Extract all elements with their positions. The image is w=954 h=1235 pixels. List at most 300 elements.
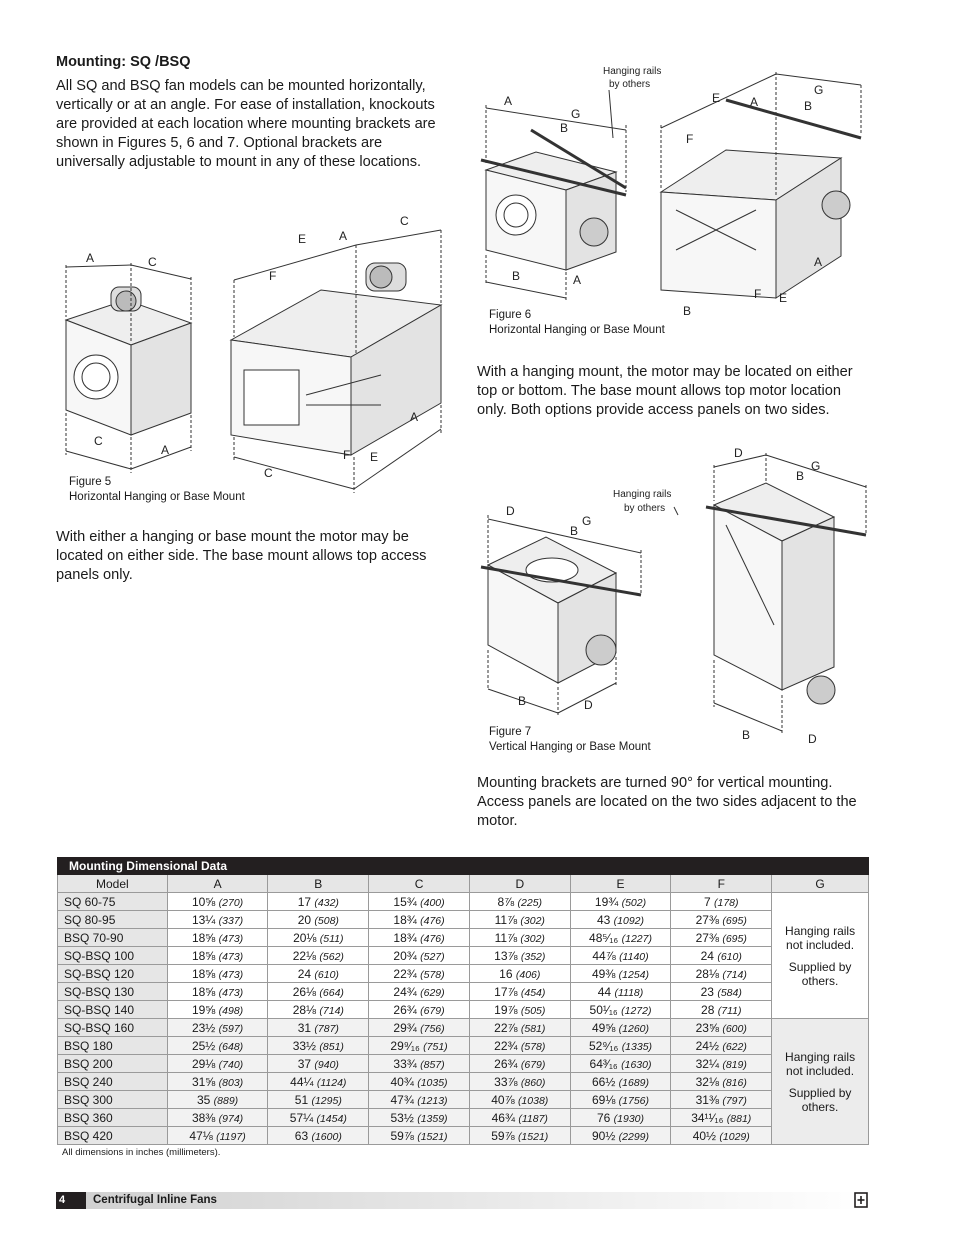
dim-millimeters: (432) bbox=[314, 896, 339, 909]
mounting-dimensions-table bbox=[57, 857, 869, 1145]
column-header: E bbox=[570, 875, 671, 893]
dim-a-cell bbox=[167, 983, 268, 1001]
dim-b-cell bbox=[268, 893, 369, 911]
dim-inches: 35 bbox=[196, 1092, 211, 1107]
table-row bbox=[58, 1127, 869, 1145]
dim-c-cell bbox=[369, 929, 470, 947]
dim-inches: 28⅛ bbox=[292, 1002, 317, 1017]
table-row bbox=[58, 1073, 869, 1091]
fig6-dim-b-top2: B bbox=[804, 99, 813, 113]
dim-millimeters: (664) bbox=[319, 986, 344, 999]
dim-a-cell bbox=[167, 893, 268, 911]
dim-millimeters: (819) bbox=[722, 1058, 747, 1071]
fig7-dim-d-top: D bbox=[506, 504, 515, 518]
dim-inches: 53½ bbox=[390, 1110, 414, 1125]
dim-inches: 19⅞ bbox=[494, 1002, 518, 1017]
dim-b-cell bbox=[268, 1091, 369, 1109]
dim-inches: 18⅝ bbox=[191, 930, 216, 945]
dim-inches: 38⅜ bbox=[191, 1110, 216, 1125]
dim-d-cell bbox=[469, 947, 570, 965]
dim-inches: 23 bbox=[700, 984, 714, 999]
dim-b-cell bbox=[268, 983, 369, 1001]
dim-e-cell bbox=[570, 965, 671, 983]
dim-millimeters: (881) bbox=[726, 1112, 752, 1125]
dim-a-cell bbox=[167, 1091, 268, 1109]
dim-a-cell bbox=[167, 1073, 268, 1091]
g-note-supplied: Supplied by others. bbox=[788, 959, 852, 988]
dim-f-cell bbox=[671, 1019, 772, 1037]
dim-e-cell bbox=[570, 929, 671, 947]
dim-a-cell bbox=[167, 1055, 268, 1073]
dim-millimeters: (178) bbox=[714, 896, 739, 909]
dim-c-cell bbox=[369, 983, 470, 1001]
dim-c-cell bbox=[369, 1037, 470, 1055]
dim-b-cell bbox=[268, 1109, 369, 1127]
column-header: A bbox=[167, 875, 268, 893]
dim-millimeters: (498) bbox=[218, 1004, 244, 1017]
dim-millimeters: (1630) bbox=[621, 1058, 652, 1071]
figure-7-number: Figure 7 bbox=[489, 726, 532, 738]
fig6-dim-f-bottom: F bbox=[754, 287, 762, 301]
dim-inches: 44 bbox=[597, 984, 612, 999]
dim-g-note-cell bbox=[772, 1019, 869, 1145]
dim-millimeters: (562) bbox=[319, 950, 344, 963]
fig7-dim-g-top: G bbox=[582, 514, 592, 528]
dim-millimeters: (1335) bbox=[621, 1040, 653, 1053]
dim-millimeters: (1038) bbox=[517, 1094, 549, 1107]
dim-millimeters: (711) bbox=[717, 1004, 742, 1017]
dim-c-cell bbox=[369, 1073, 470, 1091]
dim-c-cell bbox=[369, 947, 470, 965]
figure-6-caption bbox=[489, 308, 665, 338]
dim-millimeters: (714) bbox=[319, 1004, 344, 1017]
dim-millimeters: (1359) bbox=[417, 1112, 448, 1125]
dim-inches: 37 bbox=[297, 1056, 312, 1071]
model-cell: BSQ 70-90 bbox=[58, 929, 168, 947]
footer-title: Centrifugal Inline Fans bbox=[93, 1194, 217, 1206]
dim-millimeters: (473) bbox=[218, 968, 244, 981]
fig6-dim-b-top: B bbox=[560, 121, 569, 135]
dim-inches: 31⅜ bbox=[695, 1092, 719, 1107]
dim-millimeters: (581) bbox=[520, 1022, 546, 1035]
dim-e-cell bbox=[570, 911, 671, 929]
dim-d-cell bbox=[469, 983, 570, 1001]
dim-inches: 18¾ bbox=[393, 912, 417, 927]
dim-millimeters: (578) bbox=[420, 968, 445, 981]
figure-6-note: With a hanging mount, the motor may be located on either top or bottom. The base mount allows top motor location only. Both options provide access panels on two sides. bbox=[477, 364, 853, 418]
model-cell: SQ-BSQ 140 bbox=[58, 1001, 168, 1019]
dim-inches: 18⅝ bbox=[191, 966, 216, 981]
column-header: B bbox=[268, 875, 369, 893]
dim-a-cell bbox=[167, 1127, 268, 1145]
dim-inches: 49⅝ bbox=[591, 1020, 616, 1035]
dim-a-cell bbox=[167, 947, 268, 965]
column-header: C bbox=[369, 875, 470, 893]
fig5-dim-a-right: A bbox=[410, 410, 419, 424]
fig5-dim-a-top: A bbox=[86, 251, 95, 265]
dim-e-cell bbox=[570, 1091, 671, 1109]
figure-5-number: Figure 5 bbox=[69, 476, 112, 488]
dim-millimeters: (476) bbox=[420, 932, 445, 945]
fig5-dim-f-bottom: F bbox=[343, 448, 351, 462]
fig7-rails-label-2: by others bbox=[624, 503, 666, 514]
dim-inches: 18⅝ bbox=[191, 948, 216, 963]
dim-millimeters: (508) bbox=[314, 914, 339, 927]
dim-millimeters: (860) bbox=[520, 1076, 546, 1089]
model-cell: SQ-BSQ 120 bbox=[58, 965, 168, 983]
fig5-dim-c-bottom2: C bbox=[264, 466, 273, 480]
table-row bbox=[58, 947, 869, 965]
dim-c-cell bbox=[369, 965, 470, 983]
dim-inches: 24½ bbox=[695, 1038, 719, 1053]
dim-c-cell bbox=[369, 911, 470, 929]
fig6-dim-g-top: G bbox=[571, 107, 581, 121]
table-row bbox=[58, 983, 869, 1001]
dim-a-cell bbox=[167, 1109, 268, 1127]
table-footnote: All dimensions in inches (millimeters). bbox=[62, 1147, 221, 1158]
g-note-rails: Hanging rails not included. bbox=[785, 923, 856, 952]
figure-5-drawing bbox=[56, 205, 456, 505]
dim-millimeters: (454) bbox=[520, 986, 546, 999]
dim-d-cell bbox=[469, 911, 570, 929]
dim-inches: 59⅞ bbox=[491, 1128, 515, 1143]
dim-f-cell bbox=[671, 983, 772, 1001]
dim-f-cell bbox=[671, 929, 772, 947]
dim-f-cell bbox=[671, 911, 772, 929]
dim-millimeters: (1689) bbox=[618, 1076, 650, 1089]
dim-inches: 7 bbox=[703, 894, 711, 909]
dim-f-cell bbox=[671, 893, 772, 911]
dim-millimeters: (622) bbox=[722, 1040, 747, 1053]
dim-inches: 33¾ bbox=[393, 1056, 417, 1071]
table-body bbox=[58, 893, 869, 1145]
dim-millimeters: (797) bbox=[722, 1094, 747, 1107]
dim-millimeters: (511) bbox=[319, 932, 344, 945]
dim-e-cell bbox=[570, 947, 671, 965]
fig5-dim-e-bottom: E bbox=[370, 450, 379, 464]
dim-inches: 25½ bbox=[191, 1038, 216, 1053]
dim-e-cell bbox=[570, 1109, 671, 1127]
dim-millimeters: (751) bbox=[423, 1040, 448, 1053]
column-header: G bbox=[772, 875, 869, 893]
dim-c-cell bbox=[369, 1055, 470, 1073]
dim-e-cell bbox=[570, 1037, 671, 1055]
dim-inches: 8⅞ bbox=[497, 894, 515, 909]
model-cell: BSQ 180 bbox=[58, 1037, 168, 1055]
dim-millimeters: (974) bbox=[218, 1112, 244, 1125]
dim-e-cell bbox=[570, 983, 671, 1001]
dim-millimeters: (610) bbox=[717, 950, 742, 963]
dim-inches: 10⅝ bbox=[191, 894, 216, 909]
fig6-dim-b-bottom2: B bbox=[683, 304, 692, 318]
dim-inches: 18⅝ bbox=[191, 984, 216, 999]
dim-millimeters: (1454) bbox=[316, 1112, 347, 1125]
column-header: Model bbox=[58, 875, 168, 893]
dim-a-cell bbox=[167, 1019, 268, 1037]
dim-f-cell bbox=[671, 1091, 772, 1109]
dim-inches: 17⅞ bbox=[494, 984, 518, 999]
dim-millimeters: (1124) bbox=[316, 1076, 347, 1089]
dim-inches: 40⅞ bbox=[491, 1092, 515, 1107]
dim-a-cell bbox=[167, 911, 268, 929]
dim-inches: 43 bbox=[596, 912, 611, 927]
dim-inches: 20⅛ bbox=[293, 930, 317, 945]
table-row bbox=[58, 893, 869, 911]
dim-inches: 22¾ bbox=[393, 966, 417, 981]
dim-millimeters: (940) bbox=[314, 1058, 339, 1071]
dim-d-cell bbox=[469, 1001, 570, 1019]
fig6-rails-label-2: by others bbox=[609, 79, 651, 90]
fig5-dim-c-bottom: C bbox=[94, 434, 103, 448]
dim-inches: 51 bbox=[294, 1092, 309, 1107]
model-cell: BSQ 200 bbox=[58, 1055, 168, 1073]
dim-millimeters: (502) bbox=[621, 896, 647, 909]
dim-e-cell bbox=[570, 893, 671, 911]
dim-inches: 47⅛ bbox=[189, 1128, 213, 1143]
dim-c-cell bbox=[369, 893, 470, 911]
dim-inches: 31⅝ bbox=[191, 1074, 216, 1089]
dim-inches: 64³⁄₁₆ bbox=[589, 1056, 618, 1071]
fig7-dim-b-bottom2: B bbox=[742, 728, 751, 742]
dim-millimeters: (610) bbox=[314, 968, 339, 981]
dim-f-cell bbox=[671, 965, 772, 983]
dim-inches: 26⅛ bbox=[292, 984, 317, 999]
dim-f-cell bbox=[671, 1127, 772, 1145]
dim-d-cell bbox=[469, 893, 570, 911]
dim-c-cell bbox=[369, 1091, 470, 1109]
dim-inches: 40½ bbox=[692, 1128, 717, 1143]
table-row bbox=[58, 1091, 869, 1109]
fig6-dim-e-top: E bbox=[712, 91, 721, 105]
dim-millimeters: (1118) bbox=[614, 986, 644, 999]
dim-inches: 24¾ bbox=[393, 984, 417, 999]
dim-inches: 33½ bbox=[292, 1038, 317, 1053]
dim-a-cell bbox=[167, 929, 268, 947]
dim-millimeters: (225) bbox=[517, 896, 543, 909]
dim-b-cell bbox=[268, 1055, 369, 1073]
dim-f-cell bbox=[671, 1037, 772, 1055]
dim-millimeters: (400) bbox=[420, 896, 445, 909]
dim-b-cell bbox=[268, 1037, 369, 1055]
fig7-dim-d-top2: D bbox=[734, 446, 743, 460]
dim-a-cell bbox=[167, 965, 268, 983]
dim-inches: 33⅞ bbox=[494, 1074, 518, 1089]
dim-inches: 13¼ bbox=[191, 912, 216, 927]
dim-inches: 28 bbox=[701, 1002, 715, 1017]
dim-inches: 27⅜ bbox=[695, 912, 719, 927]
dim-millimeters: (679) bbox=[520, 1058, 546, 1071]
dim-millimeters: (476) bbox=[420, 914, 445, 927]
dim-millimeters: (1260) bbox=[618, 1022, 650, 1035]
dim-millimeters: (695) bbox=[722, 932, 747, 945]
dim-inches: 29⁹⁄₁₆ bbox=[390, 1038, 420, 1053]
dim-millimeters: (1092) bbox=[613, 914, 645, 927]
model-cell: SQ 80-95 bbox=[58, 911, 168, 929]
dim-e-cell bbox=[570, 1019, 671, 1037]
dim-d-cell bbox=[469, 1037, 570, 1055]
figure-7-note: Mounting brackets are turned 90° for vertical mounting. Access panels are located on the two sides adjacent to the motor. bbox=[477, 775, 857, 829]
dim-millimeters: (473) bbox=[218, 932, 244, 945]
dim-millimeters: (816) bbox=[722, 1076, 747, 1089]
dim-b-cell bbox=[268, 965, 369, 983]
dim-inches: 29¾ bbox=[393, 1020, 417, 1035]
dim-millimeters: (473) bbox=[218, 986, 244, 999]
figure-7-caption bbox=[489, 725, 651, 755]
figure-5 bbox=[56, 205, 456, 505]
dim-millimeters: (1295) bbox=[311, 1094, 342, 1107]
dim-inches: 29⅛ bbox=[191, 1056, 216, 1071]
dim-a-cell bbox=[167, 1037, 268, 1055]
table-row bbox=[58, 1055, 869, 1073]
dim-b-cell bbox=[268, 929, 369, 947]
fig7-dim-b-top2: B bbox=[796, 469, 805, 483]
dim-inches: 76 bbox=[596, 1110, 611, 1125]
dim-inches: 52⁹⁄₁₆ bbox=[588, 1038, 619, 1053]
dim-inches: 32⅛ bbox=[695, 1074, 719, 1089]
dim-millimeters: (1600) bbox=[311, 1130, 342, 1143]
dim-millimeters: (1521) bbox=[517, 1130, 549, 1143]
figure-7-title: Vertical Hanging or Base Mount bbox=[489, 741, 651, 753]
dim-f-cell bbox=[671, 1073, 772, 1091]
dim-inches: 20 bbox=[297, 912, 312, 927]
model-cell: BSQ 240 bbox=[58, 1073, 168, 1091]
fig7-dim-d-bottom: D bbox=[584, 698, 593, 712]
dim-d-cell bbox=[469, 1073, 570, 1091]
dim-inches: 50¹⁄₁₆ bbox=[589, 1002, 618, 1017]
dim-inches: 19¾ bbox=[594, 894, 619, 909]
column-header: D bbox=[469, 875, 570, 893]
dim-e-cell bbox=[570, 1073, 671, 1091]
dim-millimeters: (695) bbox=[722, 914, 747, 927]
dim-inches: 27⅜ bbox=[695, 930, 719, 945]
dim-inches: 18¾ bbox=[393, 930, 417, 945]
dim-inches: 63 bbox=[294, 1128, 309, 1143]
dim-millimeters: (1213) bbox=[417, 1094, 448, 1107]
model-cell: SQ-BSQ 160 bbox=[58, 1019, 168, 1037]
fig5-dim-e-top: E bbox=[298, 232, 307, 246]
dim-millimeters: (352) bbox=[520, 950, 546, 963]
dim-inches: 17 bbox=[297, 894, 312, 909]
dim-millimeters: (302) bbox=[520, 914, 545, 927]
dim-b-cell bbox=[268, 911, 369, 929]
dim-d-cell bbox=[469, 929, 570, 947]
dim-inches: 90½ bbox=[591, 1128, 616, 1143]
dim-inches: 23⅝ bbox=[695, 1020, 719, 1035]
fig7-dim-b-bottom: B bbox=[518, 694, 527, 708]
fig7-dim-b-top: B bbox=[570, 524, 579, 538]
dim-f-cell bbox=[671, 1055, 772, 1073]
fig5-dim-a-bottom: A bbox=[161, 443, 170, 457]
table-row bbox=[58, 911, 869, 929]
dim-inches: 40¾ bbox=[390, 1074, 414, 1089]
table-row bbox=[58, 1001, 869, 1019]
dim-inches: 22⅛ bbox=[292, 948, 317, 963]
dim-millimeters: (505) bbox=[520, 1004, 546, 1017]
dim-inches: 22¾ bbox=[494, 1038, 518, 1053]
dim-millimeters: (787) bbox=[314, 1022, 339, 1035]
dim-millimeters: (1197) bbox=[216, 1130, 246, 1143]
fig6-dim-a-top: A bbox=[504, 94, 513, 108]
brand-logo-icon bbox=[854, 1192, 868, 1208]
fig6-dim-g-top2: G bbox=[814, 83, 824, 97]
dim-d-cell bbox=[469, 1109, 570, 1127]
dim-inches: 31 bbox=[297, 1020, 312, 1035]
dim-millimeters: (302) bbox=[520, 932, 545, 945]
dim-millimeters: (756) bbox=[420, 1022, 445, 1035]
dim-a-cell bbox=[167, 1001, 268, 1019]
model-cell: BSQ 420 bbox=[58, 1127, 168, 1145]
dim-e-cell bbox=[570, 1001, 671, 1019]
table-row bbox=[58, 1019, 869, 1037]
dim-inches: 26¾ bbox=[393, 1002, 417, 1017]
dim-d-cell bbox=[469, 1127, 570, 1145]
dim-millimeters: (740) bbox=[218, 1058, 244, 1071]
g-note-rails: Hanging rails not included. bbox=[785, 1049, 856, 1078]
dim-b-cell bbox=[268, 1127, 369, 1145]
dim-millimeters: (851) bbox=[319, 1040, 344, 1053]
dim-millimeters: (889) bbox=[213, 1094, 239, 1107]
g-note-supplied: Supplied by others. bbox=[788, 1085, 852, 1114]
dim-c-cell bbox=[369, 1001, 470, 1019]
figure-6-title: Horizontal Hanging or Base Mount bbox=[489, 324, 665, 336]
dim-c-cell bbox=[369, 1019, 470, 1037]
dim-inches: 16 bbox=[499, 966, 513, 981]
model-cell: BSQ 360 bbox=[58, 1109, 168, 1127]
dim-millimeters: (1930) bbox=[613, 1112, 645, 1125]
dim-e-cell bbox=[570, 1127, 671, 1145]
dim-inches: 57¼ bbox=[289, 1110, 314, 1125]
dim-millimeters: (584) bbox=[717, 986, 742, 999]
fig7-rails-label-1: Hanging rails bbox=[613, 489, 672, 500]
dim-inches: 11⅞ bbox=[494, 912, 518, 927]
fig6-dim-b-bottom: B bbox=[512, 269, 521, 283]
dim-f-cell bbox=[671, 1109, 772, 1127]
dim-d-cell bbox=[469, 965, 570, 983]
dim-millimeters: (578) bbox=[520, 1040, 546, 1053]
dim-inches: 13⅞ bbox=[494, 948, 518, 963]
dim-millimeters: (714) bbox=[722, 968, 747, 981]
model-cell: SQ 60-75 bbox=[58, 893, 168, 911]
column-header: F bbox=[671, 875, 772, 893]
dim-inches: 59⅞ bbox=[390, 1128, 414, 1143]
fig7-dim-g-top2: G bbox=[811, 459, 821, 473]
dim-b-cell bbox=[268, 1001, 369, 1019]
fig6-dim-a-bottom: A bbox=[573, 273, 582, 287]
page-number: 4 bbox=[56, 1192, 86, 1209]
dim-f-cell bbox=[671, 947, 772, 965]
dim-inches: 48⁵⁄₁₆ bbox=[589, 930, 619, 945]
dim-millimeters: (1272) bbox=[621, 1004, 652, 1017]
figure-5-note: With either a hanging or base mount the motor may be located on either side. The base mount allows top access panels only. bbox=[56, 529, 427, 583]
dim-millimeters: (679) bbox=[420, 1004, 445, 1017]
dim-millimeters: (600) bbox=[722, 1022, 747, 1035]
fig5-dim-a-top2: A bbox=[339, 229, 348, 243]
dim-inches: 26¾ bbox=[494, 1056, 518, 1071]
fig5-dim-c-top: C bbox=[148, 255, 157, 269]
dim-inches: 23½ bbox=[191, 1020, 216, 1035]
dim-f-cell bbox=[671, 1001, 772, 1019]
dim-inches: 24 bbox=[297, 966, 312, 981]
dim-inches: 46¾ bbox=[491, 1110, 515, 1125]
fig5-dim-c-top2: C bbox=[400, 214, 409, 228]
table-title: Mounting Dimensional Data bbox=[58, 858, 869, 875]
dim-millimeters: (2299) bbox=[618, 1130, 650, 1143]
fig6-dim-a-top2: A bbox=[750, 95, 759, 109]
dim-b-cell bbox=[268, 1073, 369, 1091]
dim-d-cell bbox=[469, 1091, 570, 1109]
table-row bbox=[58, 1109, 869, 1127]
dim-inches: 20¾ bbox=[393, 948, 417, 963]
